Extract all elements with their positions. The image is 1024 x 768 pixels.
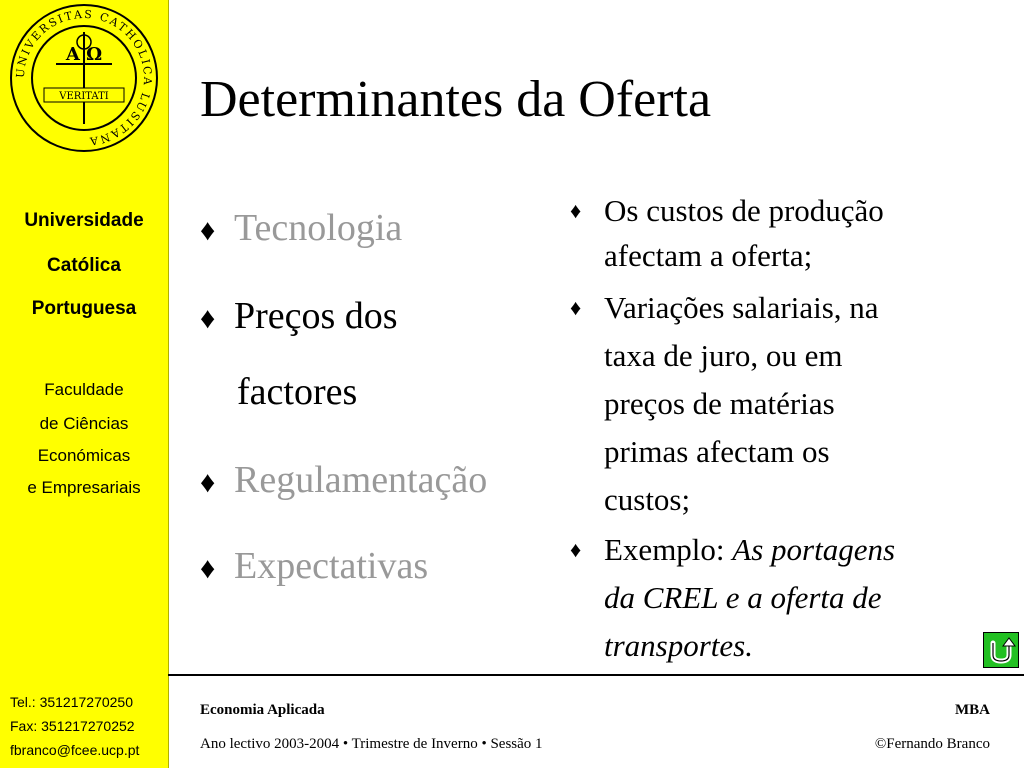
university-name-line-2: Católica	[47, 255, 121, 276]
seal-ring-text: UNIVERSITAS CATHOLICA LUSITANA	[13, 7, 155, 148]
faculty-line-2: de Ciências	[39, 414, 129, 433]
diamond-icon: ♦	[570, 537, 582, 562]
right-bullet-custos-line-2: afectam a oferta;	[604, 238, 813, 273]
diamond-icon: ♦	[570, 198, 582, 223]
university-name-line-1: Universidade	[24, 210, 144, 231]
contact-email[interactable]: fbranco@fcee.ucp.pt	[10, 742, 140, 758]
contact-fax: Fax: 351217270252	[10, 718, 135, 734]
footer-divider	[168, 674, 1024, 676]
right-bullet-variacoes-line-3: preços de matérias	[604, 386, 835, 421]
right-bullet-variacoes-line-2: taxa de juro, ou em	[604, 338, 843, 373]
footer-copyright: ©Fernando Branco	[874, 736, 990, 752]
seal-motto: VERITATI	[59, 91, 109, 102]
right-bullet-exemplo-line-2: da CREL e a oferta de	[604, 580, 882, 615]
left-bullet-precos-continuation: factores	[237, 371, 358, 413]
contact-phone: Tel.: 351217270250	[10, 694, 133, 710]
diamond-icon: ♦	[200, 302, 216, 335]
diamond-icon: ♦	[570, 295, 582, 320]
bullet-text: Preços dos	[234, 295, 398, 337]
bullet-text: Tecnologia	[234, 207, 403, 249]
footer-session: Ano lectivo 2003-2004 • Trimestre de Inverno • Sessão 1	[200, 736, 543, 752]
diamond-icon: ♦	[200, 466, 216, 499]
example-italic-text: As portagens	[732, 532, 896, 567]
u-turn-icon	[984, 633, 1018, 667]
slide-title: Determinantes da Oferta	[200, 71, 712, 128]
left-bullet-regulamentacao	[200, 458, 487, 502]
footer-program: MBA	[955, 702, 990, 718]
footer-course: Economia Aplicada	[200, 702, 325, 718]
university-seal-logo	[8, 2, 160, 154]
return-button[interactable]	[983, 632, 1019, 668]
right-bullet-variacoes-line-5: custos;	[604, 482, 691, 517]
bullet-text: Os custos de produção	[604, 193, 884, 228]
faculty-line-1: Faculdade	[44, 380, 124, 399]
faculty-line-3: Económicas	[37, 446, 131, 465]
seal-symbols: A Ω	[65, 44, 103, 65]
right-bullet-exemplo	[570, 532, 895, 568]
right-bullet-variacoes-line-4: primas afectam os	[604, 434, 830, 469]
university-name-line-3: Portuguesa	[31, 298, 137, 319]
bullet-text: Variações salariais, na	[604, 290, 879, 325]
diamond-icon: ♦	[200, 214, 216, 247]
diamond-icon: ♦	[200, 552, 216, 585]
left-bullet-expectativas	[200, 544, 428, 588]
left-bullet-precos	[200, 294, 398, 338]
right-bullet-custos	[570, 193, 884, 229]
right-bullet-variacoes	[570, 290, 879, 326]
sidebar	[0, 0, 169, 768]
bullet-text: Regulamentação	[234, 459, 488, 501]
faculty-line-4: e Empresariais	[27, 478, 141, 497]
left-bullet-tecnologia	[200, 206, 402, 250]
bullet-text: Expectativas	[234, 545, 429, 587]
right-bullet-exemplo-line-3: transportes.	[604, 628, 753, 663]
bullet-text: Exemplo:	[604, 532, 733, 567]
